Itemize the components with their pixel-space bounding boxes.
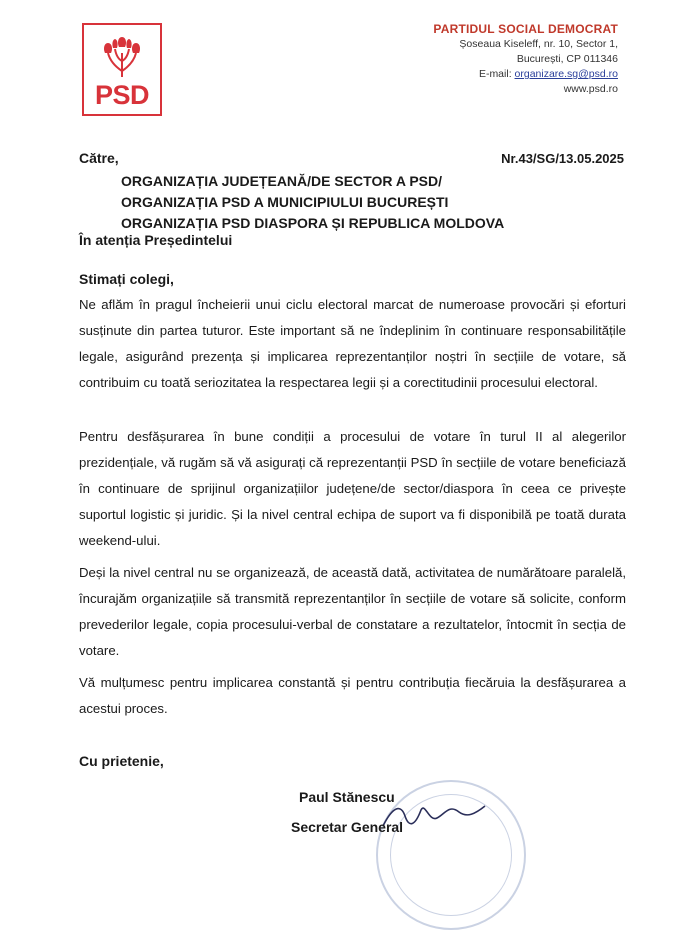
recipients	[121, 171, 504, 234]
address-line-1: Șoseaua Kiseleff, nr. 10, Sector 1,	[459, 38, 618, 50]
email-label: E-mail:	[478, 68, 515, 80]
recipient-line: ORGANIZAȚIA PSD DIASPORA ȘI REPUBLICA MOLDOVA	[121, 215, 505, 231]
to-label: Către,	[79, 150, 119, 166]
closing: Cu prietenie,	[79, 753, 164, 769]
paragraph: Pentru desfășurarea în bune condiții a procesului de votare în turul II al alegerilor prezidențiale, vă rugăm să vă asigurați că reprezentanții PSD în secțiile de votare beneficiază în continuare de sprijinul organizațiilor județene/de sector/diaspora în ceea ce privește suportul logistic și juridic. Și la nivel central echipa de suport va fi disponibilă pe toată durata weekend-ului.	[79, 429, 626, 548]
signer-name: Paul Stănescu	[299, 789, 395, 805]
party-name: PARTIDUL SOCIAL DEMOCRAT	[433, 22, 618, 36]
recipient-line: ORGANIZAȚIA PSD A MUNICIPIULUI BUCUREȘTI	[121, 194, 449, 210]
reference-number: Nr.43/SG/13.05.2025	[501, 151, 624, 166]
recipient-line: ORGANIZAȚIA JUDEȚEANĂ/DE SECTOR A PSD/	[121, 173, 442, 189]
greeting: Stimați colegi,	[79, 271, 174, 287]
paragraph: Vă mulțumesc pentru implicarea constantă și pentru contribuția fiecăruia la desfășurarea a acestui proces.	[79, 675, 626, 716]
logo-text: PSD	[94, 80, 150, 110]
website[interactable]: www.psd.ro	[563, 83, 618, 95]
signer-title: Secretar General	[291, 819, 404, 835]
paragraph: Deși la nivel central nu se organizează, de această dată, activitatea de numărătoare paralelă, încurajăm organizațiile să transmită reprezentanților în secțiile de votare să solicite, conform prevederilor legale, copia procesului-verbal de constatare a rezultatelor, întocmit în secția de votare.	[79, 565, 626, 658]
address-line-2: București, CP 011346	[516, 53, 618, 65]
attention-line: În atenția Președintelui	[79, 232, 233, 248]
psd-logo	[82, 23, 162, 116]
paragraph: Ne aflăm în pragul încheierii unui ciclu electoral marcat de numeroase provocări și eforturi susținute din partea tuturor. Este important să ne îndeplinim în continuare responsabilitățile legale, asigurând prezența și implicarea reprezentanților noștri în secțiile de votare, să contribuim cu toată seriozitatea la respectarea legii și a corectitudinii procesului electoral.	[79, 297, 626, 390]
email-link[interactable]: organizare.sg@psd.ro	[514, 68, 618, 80]
roses-icon	[96, 31, 148, 79]
email-line	[433, 67, 618, 82]
letterhead	[433, 22, 618, 97]
